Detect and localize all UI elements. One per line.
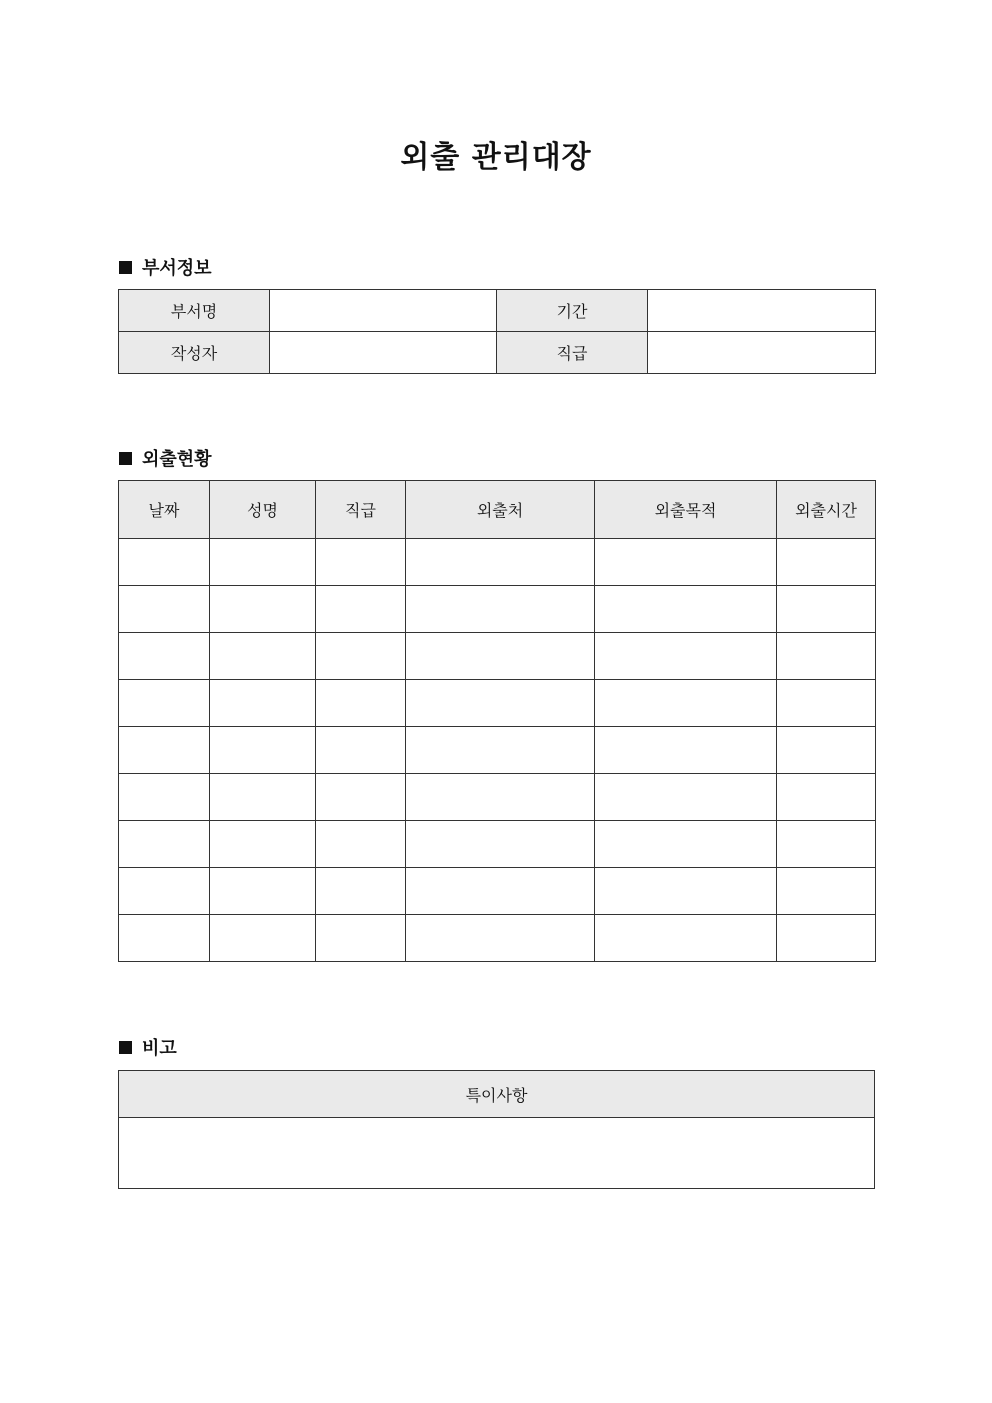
section-heading-label: 부서정보 [142,258,212,279]
section-heading-remarks [119,1034,177,1060]
cell-rank[interactable] [316,586,406,633]
table-row [119,774,876,821]
outing-status-table [118,480,876,962]
section-heading-dept [119,254,212,280]
cell-name[interactable] [210,821,316,868]
cell-time[interactable] [777,633,876,680]
cell-time[interactable] [777,868,876,915]
dept-info-table [118,289,876,374]
cell-date[interactable] [119,586,210,633]
cell-time[interactable] [777,680,876,727]
cell-rank[interactable] [316,539,406,586]
cell-name[interactable] [210,539,316,586]
cell-date[interactable] [119,633,210,680]
table-row [119,821,876,868]
cell-destination[interactable] [406,539,595,586]
column-header-name: 성명 [210,481,316,539]
cell-name[interactable] [210,633,316,680]
special-notes-field[interactable] [119,1118,875,1189]
cell-name[interactable] [210,774,316,821]
cell-purpose[interactable] [595,633,777,680]
dept-name-field[interactable] [270,290,497,332]
cell-rank[interactable] [316,868,406,915]
cell-name[interactable] [210,915,316,962]
cell-destination[interactable] [406,821,595,868]
cell-time[interactable] [777,774,876,821]
cell-date[interactable] [119,539,210,586]
cell-rank[interactable] [316,633,406,680]
cell-destination[interactable] [406,915,595,962]
cell-destination[interactable] [406,586,595,633]
rank-label: 직급 [497,332,648,374]
cell-name[interactable] [210,868,316,915]
table-row [119,633,876,680]
table-header-row [119,481,876,539]
rank-field[interactable] [648,332,876,374]
cell-destination[interactable] [406,774,595,821]
cell-date[interactable] [119,774,210,821]
cell-date[interactable] [119,821,210,868]
section-heading-label: 비고 [142,1038,177,1059]
square-bullet-icon [119,261,132,274]
cell-date[interactable] [119,868,210,915]
cell-destination[interactable] [406,868,595,915]
page-title: 외출 관리대장 [400,140,592,175]
cell-rank[interactable] [316,821,406,868]
table-row [119,1118,875,1189]
dept-name-label: 부서명 [119,290,270,332]
cell-time[interactable] [777,821,876,868]
table-row [119,680,876,727]
cell-purpose[interactable] [595,774,777,821]
cell-date[interactable] [119,915,210,962]
cell-name[interactable] [210,680,316,727]
column-header-purpose: 외출목적 [595,481,777,539]
cell-purpose[interactable] [595,586,777,633]
cell-purpose[interactable] [595,821,777,868]
column-header-special-notes: 특이사항 [119,1071,875,1118]
cell-time[interactable] [777,915,876,962]
cell-name[interactable] [210,727,316,774]
cell-purpose[interactable] [595,680,777,727]
table-header-row [119,1071,875,1118]
column-header-destination: 외출처 [406,481,595,539]
cell-purpose[interactable] [595,868,777,915]
cell-rank[interactable] [316,727,406,774]
cell-rank[interactable] [316,680,406,727]
cell-time[interactable] [777,539,876,586]
cell-rank[interactable] [316,915,406,962]
cell-name[interactable] [210,586,316,633]
cell-destination[interactable] [406,680,595,727]
cell-rank[interactable] [316,774,406,821]
cell-time[interactable] [777,586,876,633]
author-field[interactable] [270,332,497,374]
square-bullet-icon [119,452,132,465]
cell-purpose[interactable] [595,727,777,774]
author-label: 작성자 [119,332,270,374]
table-row [119,539,876,586]
cell-destination[interactable] [406,727,595,774]
table-row [119,915,876,962]
cell-purpose[interactable] [595,915,777,962]
table-row [119,727,876,774]
cell-date[interactable] [119,680,210,727]
square-bullet-icon [119,1041,132,1054]
period-field[interactable] [648,290,876,332]
table-row [119,290,876,332]
outing-table-body [119,539,876,962]
cell-time[interactable] [777,727,876,774]
cell-purpose[interactable] [595,539,777,586]
section-heading-label: 외출현황 [142,449,212,470]
section-heading-outing [119,445,212,471]
table-row [119,332,876,374]
remarks-table [118,1070,875,1189]
column-header-date: 날짜 [119,481,210,539]
cell-destination[interactable] [406,633,595,680]
period-label: 기간 [497,290,648,332]
table-row [119,868,876,915]
cell-date[interactable] [119,727,210,774]
column-header-time: 외출시간 [777,481,876,539]
column-header-rank: 직급 [316,481,406,539]
table-row [119,586,876,633]
